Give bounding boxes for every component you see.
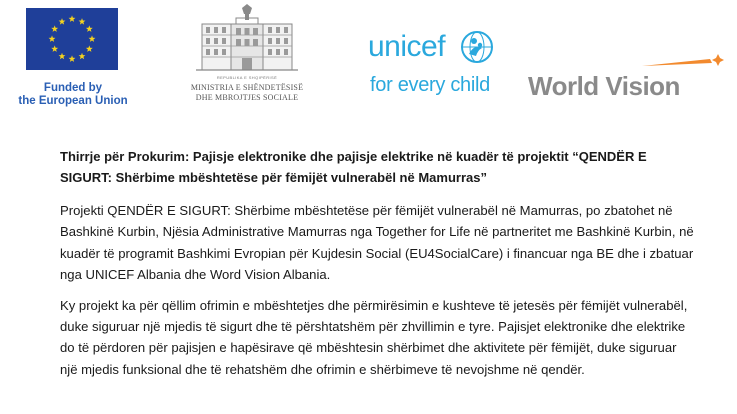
ministry-country-label: REPUBLIKA E SHQIPËRISË: [216, 75, 278, 80]
unicef-logo: [368, 28, 498, 108]
paragraph-project-description: Projekti QENDËR E SIGURT: Shërbime mbështetëse për fëmijët vulnerabël në Mamurras, po zbatohet në Bashkinë Kurbin, Njësia Administrative Mamurras nga Together for Life në partneritet me Bashkinë Kurbin, në kuadër të programit Bashkimi Evropian për Kujdesin Social (EU4SocialCare) i financuar nga BE dhe i zbatuar nga UNICEF Albania dhe Word Vision Albania.: [60, 203, 694, 283]
eu-caption-line1: Funded by: [43, 82, 103, 94]
world-vision-logo: [526, 54, 736, 104]
document-body: [60, 146, 696, 380]
ministry-logo: [186, 4, 308, 114]
eu-star-icon: [89, 35, 96, 42]
eu-flag-icon: [26, 8, 118, 70]
eu-star-icon: [51, 25, 58, 32]
eu-caption: [14, 82, 132, 108]
ministry-building-icon: [186, 4, 308, 74]
eu-star-icon: [51, 45, 58, 52]
eu-star-icon: [69, 55, 76, 62]
partner-logos: [0, 0, 737, 120]
ministry-name-line1: MINISTRIA E SHËNDETËSISË: [190, 83, 304, 92]
unicef-wordmark: unicef: [368, 30, 446, 63]
eu-star-icon: [79, 18, 86, 25]
ministry-name-line2: DHE MBROJTJES SOCIALE: [195, 93, 299, 102]
eu-star-icon: [69, 15, 76, 22]
paragraph-project-goal: Ky projekt ka për qëllim ofrimin e mbështetjes dhe përmirësimin e kushteve të jetesës për fëmijët vulnerabël, duke siguruar një mjedis të sigurt dhe të përshtatshëm për zhvillimin e tyre. Pajisjet elektronike dhe elektrike do të përdoren për pajisjen e hapësirave që mbështesin shërbimet dhe aktivitete për fëmijët, duke siguruar një mjedis funksional dhe të rehatshëm dhe ofrimin e shërbimeve të nevojshme në qendër.: [60, 297, 688, 377]
unicef-emblem-icon: [460, 30, 494, 64]
unicef-tagline: for every child: [370, 74, 490, 96]
document-title: Thirrje për Prokurim: Pajisje elektronike dhe pajisje elektrike në kuadër të projektit “QENDËR E SIGURT: Shërbime mbështetëse për fëmijët vulnerabël në Mamurras”: [60, 149, 647, 185]
eu-caption-line2: the European Union: [18, 95, 128, 107]
eu-star-icon: [59, 53, 66, 60]
ministry-name: [186, 83, 308, 103]
world-vision-wordmark: World Vision: [528, 71, 680, 101]
eu-star-icon: [86, 45, 93, 52]
eu-star-icon: [86, 25, 93, 32]
eu-star-icon: [79, 53, 86, 60]
eu-star-icon: [49, 35, 56, 42]
eu-star-icon: [59, 18, 66, 25]
